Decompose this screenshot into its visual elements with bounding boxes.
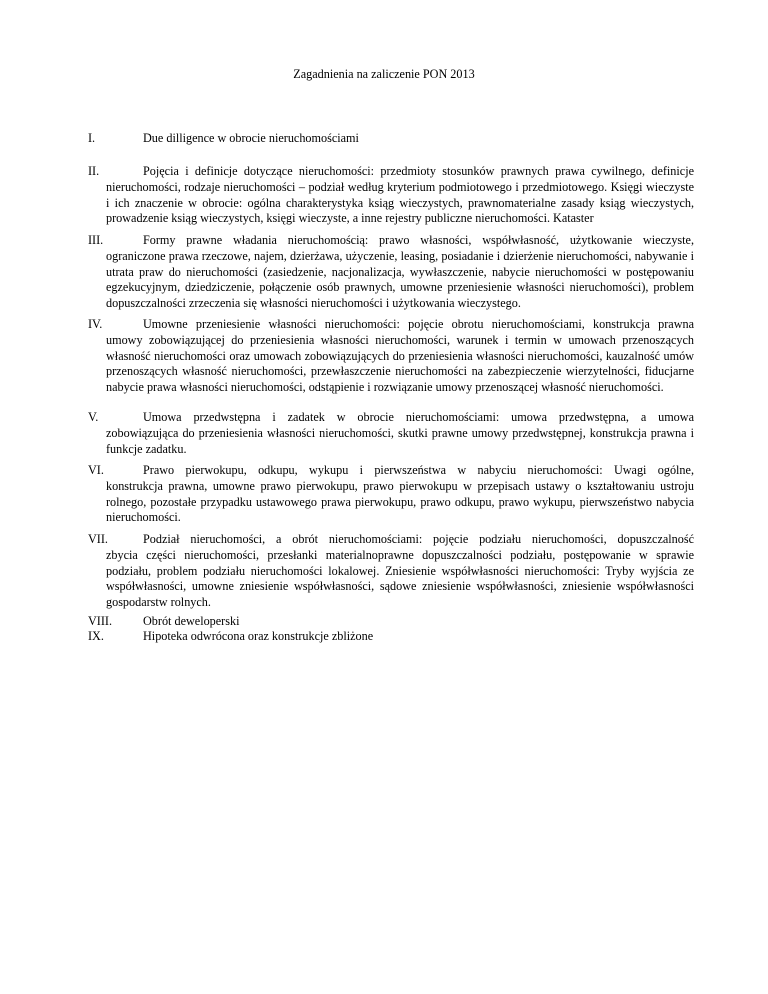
item-text-continuation: zbycia części nieruchomości, przesłanki materialnoprawne dopuszczalności podziału, postępowanie w sprawie podziału, problem podziału nieruchomości lokalowej. Zniesienie współwłasności nieruchomości: Tryby wyjścia ze współwłasności, umowne zniesienie współwłasności, sądowe zniesienie współwłasności, zniesienie współwłasności gospodarstw rolnych. bbox=[106, 547, 694, 610]
item-text: Due dilligence w obrocie nieruchomościami bbox=[143, 131, 359, 145]
item-number: IV. bbox=[88, 317, 103, 331]
item-text-first-line: Formy prawne władania nieruchomością: prawo własności, współwłasność, użytkowanie wieczyste, bbox=[143, 233, 694, 247]
item-text-continuation: nieruchomości, rodzaje nieruchomości – podział według kryterium podmiotowego i przedmiotowego. Księgi wieczyste i ich znaczenie w obrocie: ogólna charakterystyka ksiąg wieczystych, prawnomaterialne zasady ksiąg wieczystych, prowadzenie ksiąg wieczystych, księgi wieczyste, a inne rejestry publiczne nieruchomości. Kataster bbox=[106, 179, 694, 226]
item-text-continuation: konstrukcja prawna, umowne prawo pierwokupu, prawo pierwokupu w przepisach ustawy o kształtowaniu ustroju rolnego, pozostałe przypadku ustawowego prawa pierwokupu, prawo odkupu, prawo wykupu, pierwszeństwo nabycia nieruchomości. bbox=[106, 478, 694, 525]
item-text-continuation: zobowiązująca do przeniesienia własności nieruchomości, skutki prawne umowy przedwstępnej, konstrukcja prawna i funkcje zadatku. bbox=[106, 425, 694, 456]
item-text-continuation: umowy zobowiązującej do przeniesienia własności nieruchomości, warunek i termin w umowach przenoszących własność nieruchomości oraz umowach zobowiązujących do przeniesienia własności nieruchomości, kauzalność umów przenoszących własność nieruchomości, przewłaszczenie nieruchomości na zabezpieczenie wierzytelności, fiducjarne nabycie prawa własności nieruchomości, odstąpienie i rozwiązanie umowy przenoszącej własność nieruchomości. bbox=[106, 332, 694, 395]
item-text-first-line: Umowne przeniesienie własności nieruchomości: pojęcie obrotu nieruchomościami, konstrukcja prawna bbox=[143, 317, 694, 331]
list-item-5 bbox=[88, 410, 694, 457]
item-number: VII. bbox=[88, 532, 108, 546]
list-item-8 bbox=[88, 614, 694, 630]
item-number: VI. bbox=[88, 463, 104, 477]
item-text-first-line: Umowa przedwstępna i zadatek w obrocie nieruchomościami: umowa przedwstępna, a umowa bbox=[143, 410, 694, 424]
list-item-2 bbox=[88, 164, 694, 227]
item-number: VIII. bbox=[88, 614, 113, 628]
item-number: III. bbox=[88, 233, 104, 247]
item-text: Hipoteka odwrócona oraz konstrukcje zbliżone bbox=[143, 629, 374, 643]
list-item-3 bbox=[88, 233, 694, 312]
item-text-first-line: Podział nieruchomości, a obrót nieruchomościami: pojęcie podziału nieruchomości, dopuszczalność bbox=[143, 532, 694, 546]
item-number: II. bbox=[88, 164, 100, 178]
list-item-7 bbox=[88, 532, 694, 611]
item-text-first-line: Pojęcia i definicje dotyczące nieruchomości: przedmioty stosunków prawnych prawa cywilnego, definicje bbox=[143, 164, 694, 178]
list-item-9 bbox=[88, 629, 694, 645]
item-text: Obrót deweloperski bbox=[143, 614, 240, 628]
page-title: Zagadnienia na zaliczenie PON 2013 bbox=[293, 67, 475, 81]
list-item-1 bbox=[88, 131, 694, 147]
list-item-4 bbox=[88, 317, 694, 396]
item-text-continuation: ograniczone prawa rzeczowe, najem, dzierżawa, użyczenie, leasing, posiadanie i dzierżenie nieruchomości, nabywanie i utrata praw do nieruchomości (zasiedzenie, nacjonalizacja, wywłaszczenie, nabycie nieruchomości w postępowaniu egzekucyjnym, dziedziczenie, połączenie osób prawnych, umowne przeniesienie własności nieruchomości), problem dopuszczalności zrzeczenia się własności nieruchomości i użytkowania wieczystego. bbox=[106, 248, 694, 311]
list-item-6 bbox=[88, 463, 694, 526]
item-number: V. bbox=[88, 410, 99, 424]
item-number: IX. bbox=[88, 629, 104, 643]
item-number: I. bbox=[88, 131, 96, 145]
item-text-first-line: Prawo pierwokupu, odkupu, wykupu i pierwszeństwa w nabyciu nieruchomości: Uwagi ogólne, bbox=[143, 463, 694, 477]
